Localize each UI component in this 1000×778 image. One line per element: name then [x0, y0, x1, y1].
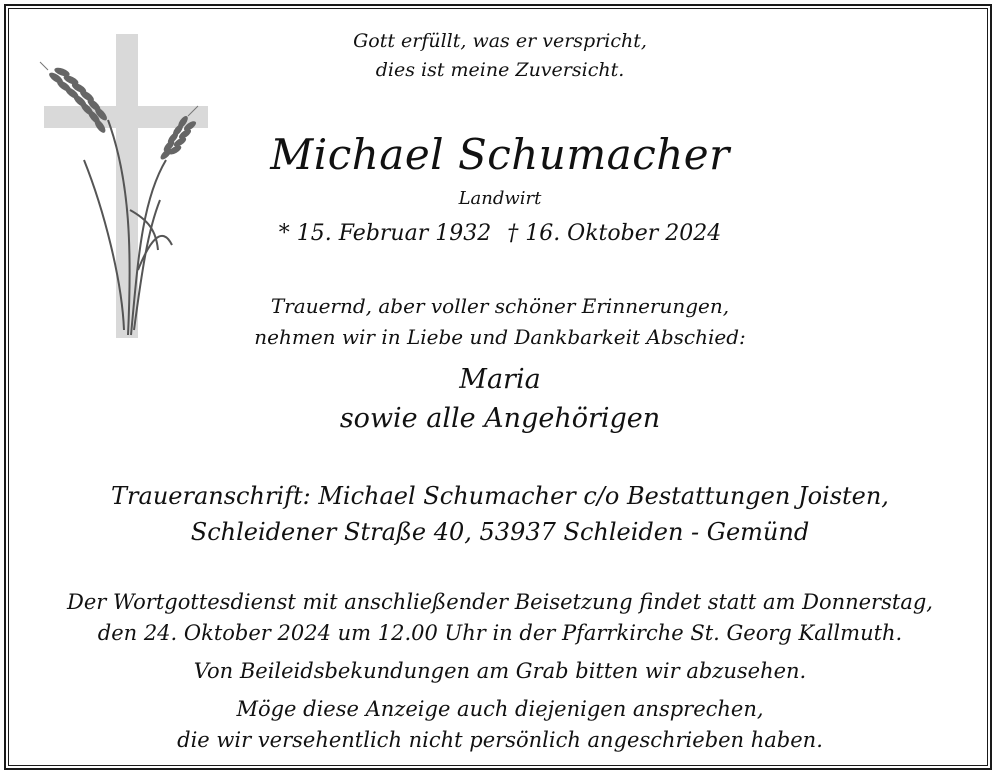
motto-line-1: Gott erfüllt, was er verspricht, — [353, 30, 647, 52]
deceased-name: Michael Schumacher — [270, 130, 730, 179]
death-date: † 16. Oktober 2024 — [507, 221, 722, 246]
birth-date: * 15. Februar 1932 — [278, 221, 492, 246]
address-line-1: Traueranschrift: Michael Schumacher c/o Bestattungen Joisten, — [111, 482, 889, 510]
closing-line-1: Möge diese Anzeige auch diejenigen ansprechen, — [236, 697, 764, 721]
motto-line-2: dies ist meine Zuversicht. — [375, 59, 625, 81]
service-line-2: den 24. Oktober 2024 um 12.00 Uhr in der Pfarrkirche St. Georg Kallmuth. — [97, 621, 903, 645]
survivor-relatives: sowie alle Angehörigen — [339, 403, 661, 434]
deceased-occupation: Landwirt — [458, 188, 542, 209]
service-line-1: Der Wortgottesdienst mit anschließender Beisetzung findet statt am Donnerstag, — [67, 590, 933, 614]
address-line-2: Schleidener Straße 40, 53937 Schleiden - Gemünd — [190, 518, 810, 546]
farewell-line-1: Trauernd, aber voller schöner Erinnerungen, — [270, 294, 730, 318]
closing-line-2: die wir versehentlich nicht persönlich angeschrieben haben. — [177, 728, 823, 752]
farewell-line-2: nehmen wir in Liebe und Dankbarkeit Abschied: — [254, 325, 746, 349]
condolence-note: Von Beileidsbekundungen am Grab bitten wir abzusehen. — [193, 659, 807, 683]
life-dates — [0, 221, 1000, 246]
survivor-name: Maria — [459, 364, 541, 395]
